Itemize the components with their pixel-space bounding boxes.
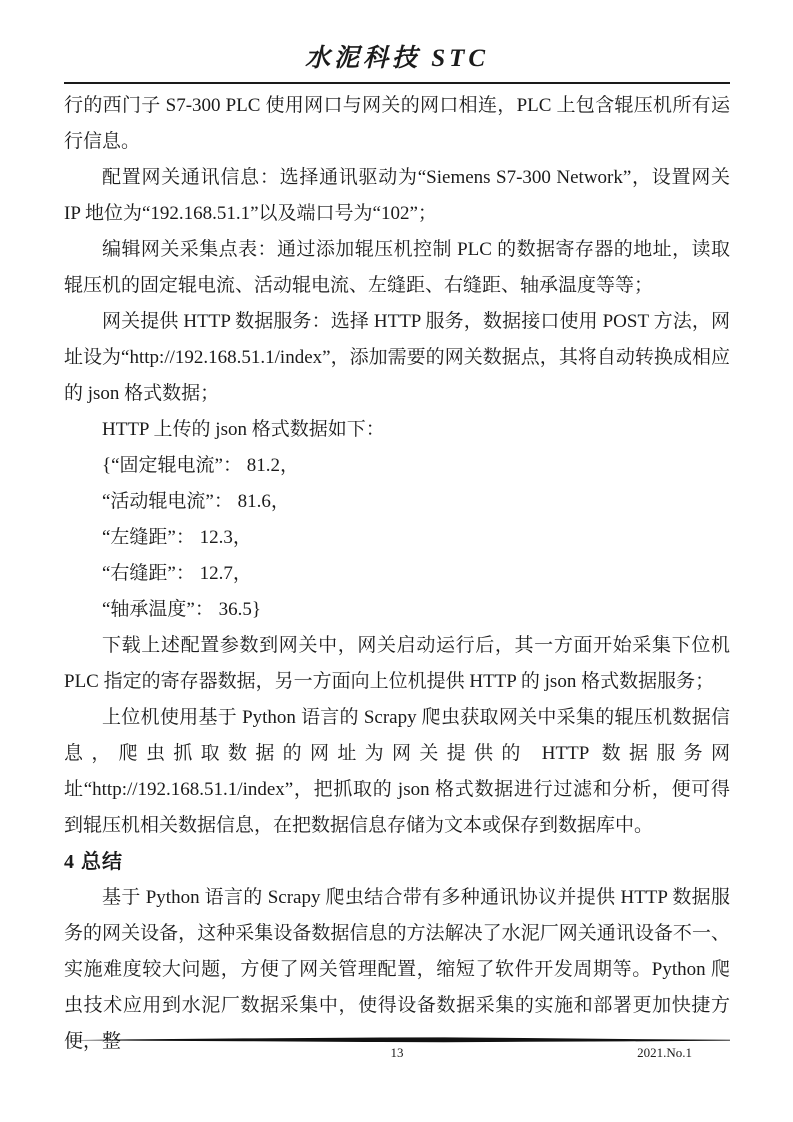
json-line-left-gap: “左缝距”： 12.3， <box>102 527 252 548</box>
section-heading: 4 总结 <box>64 851 123 873</box>
journal-title: 水泥科技 STC <box>304 45 490 72</box>
page-header <box>64 0 730 84</box>
paragraph-conclusion: 基于 Python 语言的 Scrapy 爬虫结合带有多种通讯协议并提供 HTTP 数据服务的网关设备，这种采集设备数据信息的方法解决了水泥厂网关通讯设备不一、实施难度较大问题，方便了网关管理配置，缩短了软件开发周期等。Python 爬虫技术应用到水泥厂数据采集中，使得设备数据采集的实施和部署更加快捷方便，整 <box>64 887 730 1052</box>
paragraph-scrapy-crawler: 上位机使用基于 Python 语言的 Scrapy 爬虫获取网关中采集的辊压机数据信息，爬虫抓取数据的网址为网关提供的 HTTP 数据服务网址“http://192.168.51.1/index”，把抓取的 json 格式数据进行过滤和分析，便可得到辊压机相关数据信息，在把数据信息存储为文本或保存到数据库中。 <box>64 707 730 836</box>
json-line-right-gap: “右缝距”： 12.7， <box>102 563 252 584</box>
paragraph-gateway-config: 配置网关通讯信息：选择通讯驱动为“Siemens S7-300 Network”，设置网关 IP 地位为“192.168.51.1”以及端口号为“102”； <box>64 167 730 224</box>
footer-text-row <box>64 1044 730 1062</box>
article-body <box>64 88 730 1060</box>
paragraph-download-config: 下载上述配置参数到网关中，网关启动运行后，其一方面开始采集下位机 PLC 指定的寄存器数据，另一方面向上位机提供 HTTP 的 json 格式数据服务； <box>64 635 730 692</box>
page-footer <box>64 1037 730 1062</box>
paragraph-point-table: 编辑网关采集点表：通过添加辊压机控制 PLC 的数据寄存器的地址，读取辊压机的固定辊电流、活动辊电流、左缝距、右缝距、轴承温度等等； <box>64 239 730 296</box>
paragraph-json-intro: HTTP 上传的 json 格式数据如下： <box>102 419 385 440</box>
paragraph-continued: 行的西门子 S7-300 PLC 使用网口与网关的网口相连，PLC 上包含辊压机所有运行信息。 <box>64 95 730 152</box>
json-line-moving-roller-current: “活动辊电流”： 81.6， <box>102 491 290 512</box>
issue-number: 2021.No.1 <box>637 1045 692 1060</box>
paragraph-http-service: 网关提供 HTTP 数据服务：选择 HTTP 服务，数据接口使用 POST 方法，网址设为“http://192.168.51.1/index”，添加需要的网关数据点，其将自动转换成相应的 json 格式数据； <box>64 311 730 404</box>
footer-rule-line <box>64 1037 730 1043</box>
page-number: 13 <box>390 1045 404 1060</box>
json-line-bearing-temperature: “轴承温度”： 36.5} <box>102 599 261 620</box>
json-line-fixed-roller-current: {“固定辊电流”： 81.2， <box>102 455 299 476</box>
